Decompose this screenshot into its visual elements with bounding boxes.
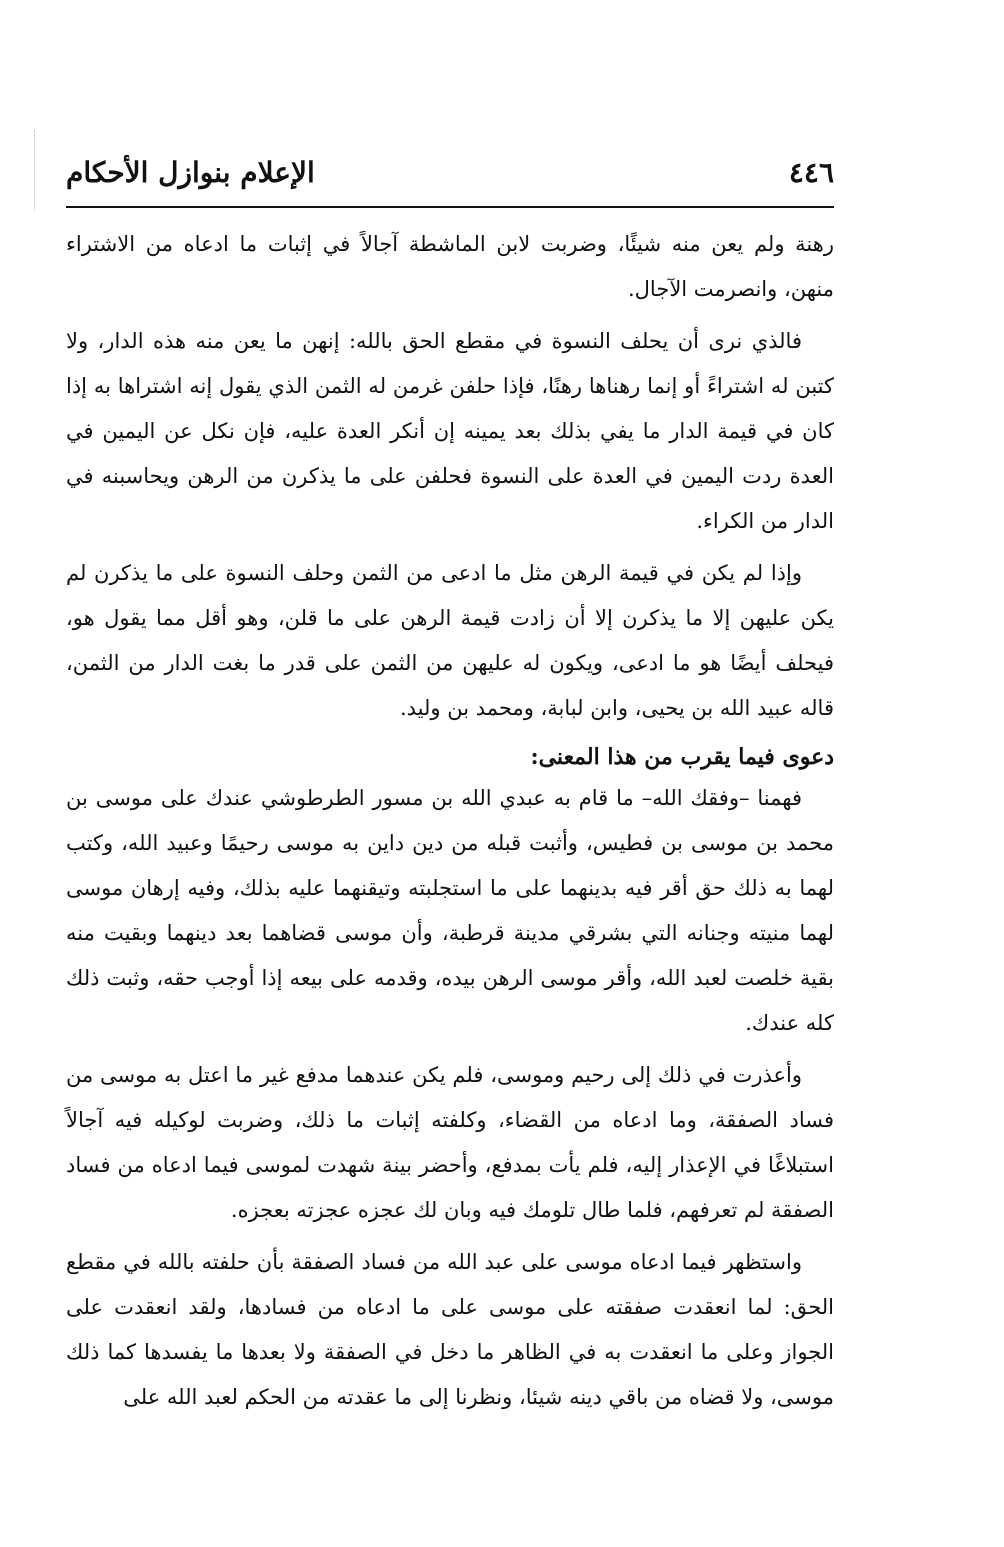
paragraph-3: وإذا لم يكن في قيمة الرهن مثل ما ادعى من الثمن وحلف النسوة على ما يذكرن لم يكن عليهن إلا ما يذكرن إلا أن زادت قيمة الرهن على ما قلن، وهو أقل مما يقول هو، فيحلف أيضًا هو ما ادعى، ويكون له عليهن من الثمن على قدر ما بغت الدار من الثمن، قاله عبيد الله بن يحيى، وابن لبابة، ومحمد بن وليد. [66,561,834,720]
paragraph-1: رهنة ولم يعن منه شيئًا، وضربت لابن الماشطة آجالاً في إثبات ما ادعاه من الاشتراء منهن، وانصرمت الآجال. [66,232,834,301]
main-text [66,222,834,1427]
paragraph-4: فهمنا –وفقك الله– ما قام به عبدي الله بن مسور الطرطوشي عندك على موسى بن محمد بن موسى بن فطيس، وأثبت قبله من دين داين به موسى رحيمًا وعبيد الله، وكتب لهما به ذلك حق أقر فيه بدينهما على ما استجلبته وتيقنهما عليه بذلك، وفيه إرهان موسى لهما منيته وجنانه التي بشرقي مدينة قرطبة، وأن موسى قضاهما بعد دينهما وبقيت منه بقية خلصت لعبد الله، وأقر موسى الرهن بيده، وقدمه على بيعه إذا أوجب حقه، وثبت ذلك كله عندك. [66,786,834,1035]
paragraph-2: فالذي نرى أن يحلف النسوة في مقطع الحق بالله: إنهن ما يعن منه هذه الدار، ولا كتبن له اشتراءً أو إنما رهناها رهنًا، فإذا حلفن غرمن له الثمن الذي يقول إنه اشتراها به إذا كان في قيمة الدار ما يفي بذلك بعد يمينه إن أنكر العدة عليه، فإن نكل عن اليمين في العدة ردت اليمين في العدة على النسوة فحلفن على ما يذكرن من الرهن ويحاسبنه في الدار من الكراء. [66,329,834,533]
paragraph-6: واستظهر فيما ادعاه موسى على عبد الله من فساد الصفقة بأن حلفته بالله في مقطع الحق: لما انعقدت صفقته على موسى على ما ادعاه من فسادها، ولقد انعقدت على الجواز وعلى ما انعقدت به في الظاهر ما دخل في الصفقة ولا بعدها ما يفسدها كما ذلك موسى، ولا قضاه من باقي دينه شيئا، ونظرنا إلى ما عقدته من الحكم لعبد الله على [66,1250,834,1409]
running-header [66,150,834,206]
page-number: ٤٤٦ [788,156,834,189]
scan-margin-mark [34,130,35,210]
paragraph-5: وأعذرت في ذلك إلى رحيم وموسى، فلم يكن عندهما مدفع غير ما اعتل به موسى من فساد الصفقة، وما ادعاه من القضاء، وكلفته إثبات ما ذلك، وضربت لوكيله فيه آجالاً استبلاغًا في الإعذار إليه، فلم يأت بمدفع، وأحضر بينة شهدت لموسى فيما ادعاه من فساد الصفقة لم تعرفهم، فلما طال تلومك فيه وبان لك عجزه عجزته بعجزه. [66,1063,834,1222]
section-heading: دعوى فيما يقرب من هذا المعنى: [530,744,834,770]
header-divider [66,206,834,208]
book-title: الإعلام بنوازل الأحكام [66,156,315,189]
